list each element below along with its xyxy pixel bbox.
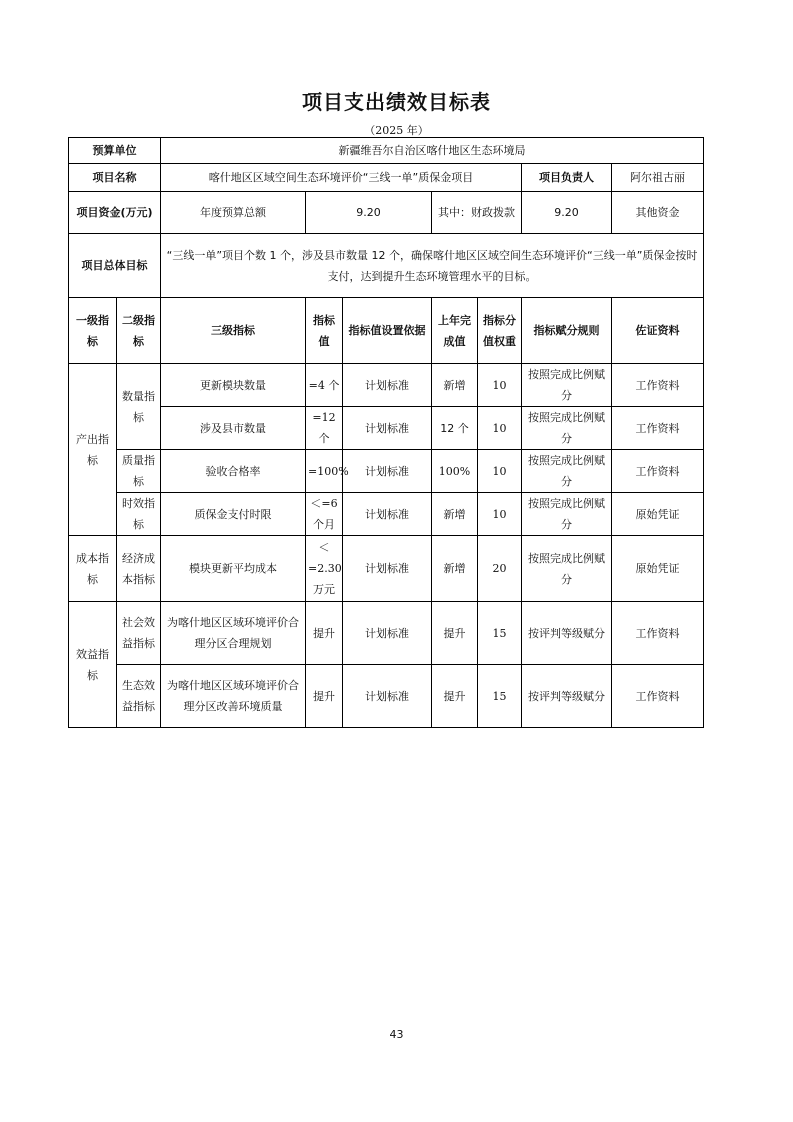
scoring-rule-cell: 按照完成比例赋分 <box>522 493 612 536</box>
scoring-rule-cell: 按评判等级赋分 <box>522 602 612 665</box>
evidence-cell: 工作资料 <box>612 665 704 728</box>
weight-cell: 10 <box>478 450 522 493</box>
project-name-value: 喀什地区区域空间生态环境评价“三线一单”质保金项目 <box>161 164 522 192</box>
prev-year-cell: 12 个 <box>432 407 478 450</box>
level1-cost: 成本指标 <box>69 536 117 602</box>
level2-social-benefit: 社会效益指标 <box>117 602 161 665</box>
goal-label: 项目总体目标 <box>69 234 161 298</box>
fiscal-allocation-label: 其中：财政拨款 <box>432 192 522 234</box>
fiscal-allocation-value: 9.20 <box>522 192 612 234</box>
scoring-rule-cell: 按照完成比例赋分 <box>522 536 612 602</box>
table-row <box>69 493 704 536</box>
target-value-cell: 提升 <box>306 665 343 728</box>
prev-year-cell: 100% <box>432 450 478 493</box>
indicator-cell: 为喀什地区区域环境评价合理分区改善环境质量 <box>161 665 306 728</box>
year-label: （2025 年） <box>364 124 429 137</box>
weight-cell: 15 <box>478 602 522 665</box>
prev-year-cell: 提升 <box>432 665 478 728</box>
table-row <box>69 665 704 728</box>
indicator-cell: 涉及县市数量 <box>161 407 306 450</box>
level1-benefit: 效益指标 <box>69 602 117 728</box>
weight-cell: 10 <box>478 407 522 450</box>
evidence-cell: 工作资料 <box>612 364 704 407</box>
scoring-rule-cell: 按照完成比例赋分 <box>522 407 612 450</box>
indicator-cell: 验收合格率 <box>161 450 306 493</box>
basis-cell: 计划标准 <box>343 493 432 536</box>
project-leader-value: 阿尔祖古丽 <box>612 164 704 192</box>
level2-quality: 质量指标 <box>117 450 161 493</box>
evidence-cell: 工作资料 <box>612 602 704 665</box>
prev-year-cell: 提升 <box>432 602 478 665</box>
level2-quantity: 数量指标 <box>117 364 161 450</box>
prev-year-cell: 新增 <box>432 364 478 407</box>
indicator-cell: 更新模块数量 <box>161 364 306 407</box>
col-header-weight: 指标分值权重 <box>478 298 522 364</box>
level1-output: 产出指标 <box>69 364 117 536</box>
level2-economic-cost: 经济成本指标 <box>117 536 161 602</box>
prev-year-cell: 新增 <box>432 536 478 602</box>
basis-cell: 计划标准 <box>343 450 432 493</box>
budget-unit-row <box>69 138 704 164</box>
col-header-prev-year: 上年完成值 <box>432 298 478 364</box>
column-header-row <box>69 298 704 364</box>
col-header-level3: 三级指标 <box>161 298 306 364</box>
page-number: 43 <box>389 1028 404 1041</box>
target-value-cell: =100% <box>306 450 343 493</box>
col-header-scoring-rule: 指标赋分规则 <box>522 298 612 364</box>
table-row <box>69 536 704 602</box>
scoring-rule-cell: 按评判等级赋分 <box>522 665 612 728</box>
basis-cell: 计划标准 <box>343 407 432 450</box>
basis-cell: 计划标准 <box>343 536 432 602</box>
weight-cell: 10 <box>478 364 522 407</box>
scoring-rule-cell: 按照完成比例赋分 <box>522 450 612 493</box>
goal-text: “三线一单”项目个数 1 个，涉及县市数量 12 个，确保喀什地区区域空间生态环境评价“三线一单”质保金按时支付，达到提升生态环境管理水平的目标。 <box>161 234 704 298</box>
target-value-cell: 提升 <box>306 602 343 665</box>
weight-cell: 20 <box>478 536 522 602</box>
table-row <box>69 364 704 407</box>
col-header-level1: 一级指标 <box>69 298 117 364</box>
overall-goal-row <box>69 234 704 298</box>
performance-target-table <box>68 137 704 728</box>
col-header-value: 指标值 <box>306 298 343 364</box>
target-value-cell: ＜=6 个月 <box>306 493 343 536</box>
col-header-evidence: 佐证资料 <box>612 298 704 364</box>
col-header-basis: 指标值设置依据 <box>343 298 432 364</box>
basis-cell: 计划标准 <box>343 364 432 407</box>
table-row <box>69 407 704 450</box>
annual-budget-label: 年度预算总额 <box>161 192 306 234</box>
weight-cell: 10 <box>478 493 522 536</box>
indicator-cell: 质保金支付时限 <box>161 493 306 536</box>
funds-label: 项目资金(万元) <box>69 192 161 234</box>
col-header-level2: 二级指标 <box>117 298 161 364</box>
project-leader-label: 项目负责人 <box>522 164 612 192</box>
indicator-cell: 模块更新平均成本 <box>161 536 306 602</box>
weight-cell: 15 <box>478 665 522 728</box>
project-funds-row <box>69 192 704 234</box>
budget-unit-label: 预算单位 <box>69 138 161 164</box>
project-name-label: 项目名称 <box>69 164 161 192</box>
evidence-cell: 工作资料 <box>612 450 704 493</box>
level2-eco-benefit: 生态效益指标 <box>117 665 161 728</box>
target-value-cell: =12 个 <box>306 407 343 450</box>
other-funds-label: 其他资金 <box>612 192 704 234</box>
target-value-cell: ＜ =2.30 万元 <box>306 536 343 602</box>
basis-cell: 计划标准 <box>343 602 432 665</box>
project-name-row <box>69 164 704 192</box>
indicator-cell: 为喀什地区区域环境评价合理分区合理规划 <box>161 602 306 665</box>
table-row <box>69 602 704 665</box>
annual-budget-value: 9.20 <box>306 192 432 234</box>
table-row <box>69 450 704 493</box>
basis-cell: 计划标准 <box>343 665 432 728</box>
scoring-rule-cell: 按照完成比例赋分 <box>522 364 612 407</box>
target-value-cell: =4 个 <box>306 364 343 407</box>
prev-year-cell: 新增 <box>432 493 478 536</box>
page-title: 项目支出绩效目标表 <box>302 90 491 114</box>
level2-timeliness: 时效指标 <box>117 493 161 536</box>
evidence-cell: 工作资料 <box>612 407 704 450</box>
evidence-cell: 原始凭证 <box>612 493 704 536</box>
evidence-cell: 原始凭证 <box>612 536 704 602</box>
budget-unit-value: 新疆维吾尔自治区喀什地区生态环境局 <box>161 138 704 164</box>
